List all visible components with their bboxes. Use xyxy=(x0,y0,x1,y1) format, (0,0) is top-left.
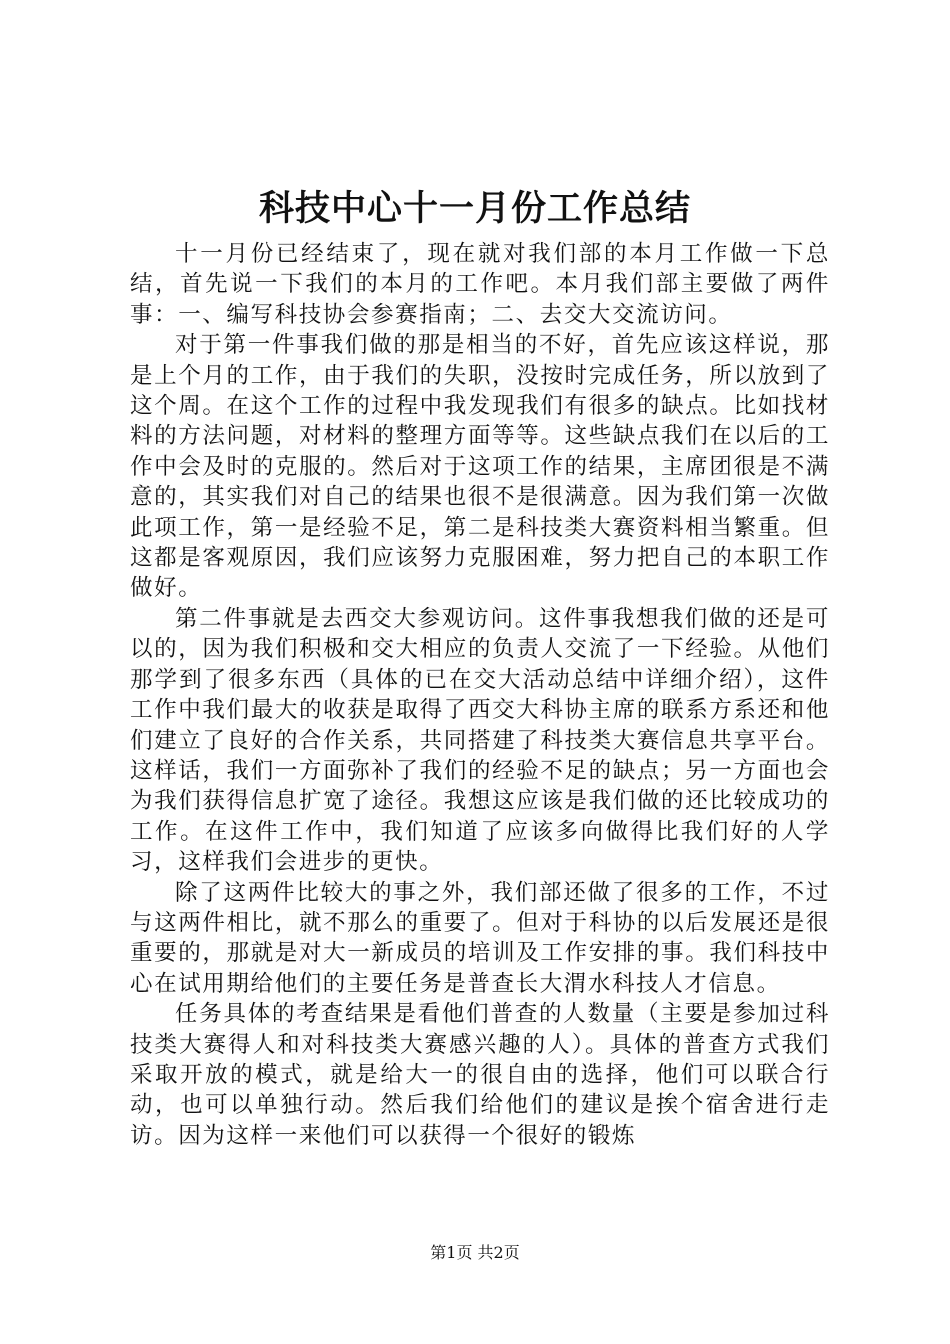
paragraph-1: 十一月份已经结束了，现在就对我们部的本月工作做一下总结，首先说一下我们的本月的工作吧。本月我们部主要做了两件事：一、编写科技协会参赛指南；二、去交大交流访问。 xyxy=(130,241,830,328)
page-footer: 第1页 共2页 xyxy=(430,1243,520,1262)
paragraph-2: 对于第一件事我们做的那是相当的不好，首先应该这样说，那是上个月的工作，由于我们的失职，没按时完成任务，所以放到了这个周。在这个工作的过程中我发现我们有很多的缺点。比如找材料的方法问题，对材料的整理方面等等。这些缺点我们在以后的工作中会及时的克服的。然后对于这项工作的结果，主席团很是不满意的，其实我们对自己的结果也很不是很满意。因为我们第一次做此项工作，第一是经验不足，第二是科技类大赛资料相当繁重。但这都是客观原因，我们应该努力克服困难，努力把自己的本职工作做好。 xyxy=(130,332,830,602)
paragraph-5: 任务具体的考查结果是看他们普查的人数量（主要是参加过科技类大赛得人和对科技类大赛感兴趣的人）。具体的普查方式我们采取开放的模式，就是给大一的很自由的选择，他们可以联合行动，也可以单独行动。然后我们给他们的建议是挨个宿舍进行走访。因为这样一来他们可以获得一个很好的锻炼 xyxy=(130,1001,830,1149)
document-body xyxy=(130,239,830,1151)
paragraph-3: 第二件事就是去西交大参观访问。这件事我想我们做的还是可以的，因为我们积极和交大相应的负责人交流了一下经验。从他们那学到了很多东西（具体的已在交大活动总结中详细介绍），这件工作中我们最大的收获是取得了西交大科协主席的联系方系还和他们建立了良好的合作关系，共同搭建了科技类大赛信息共享平台。这样话，我们一方面弥补了我们的经验不足的缺点；另一方面也会为我们获得信息扩宽了途径。我想这应该是我们做的还比较成功的工作。在这件工作中，我们知道了应该多向做得比我们好的人学习，这样我们会进步的更快。 xyxy=(130,605,830,876)
document-title: 科技中心十一月份工作总结 xyxy=(258,188,691,229)
paragraph-4: 除了这两件比较大的事之外，我们部还做了很多的工作，不过与这两件相比，就不那么的重要了。但对于科协的以后发展还是很重要的，那就是对大一新成员的培训及工作安排的事。我们科技中心在试用期给他们的主要任务是普查长大渭水科技人才信息。 xyxy=(130,879,830,997)
